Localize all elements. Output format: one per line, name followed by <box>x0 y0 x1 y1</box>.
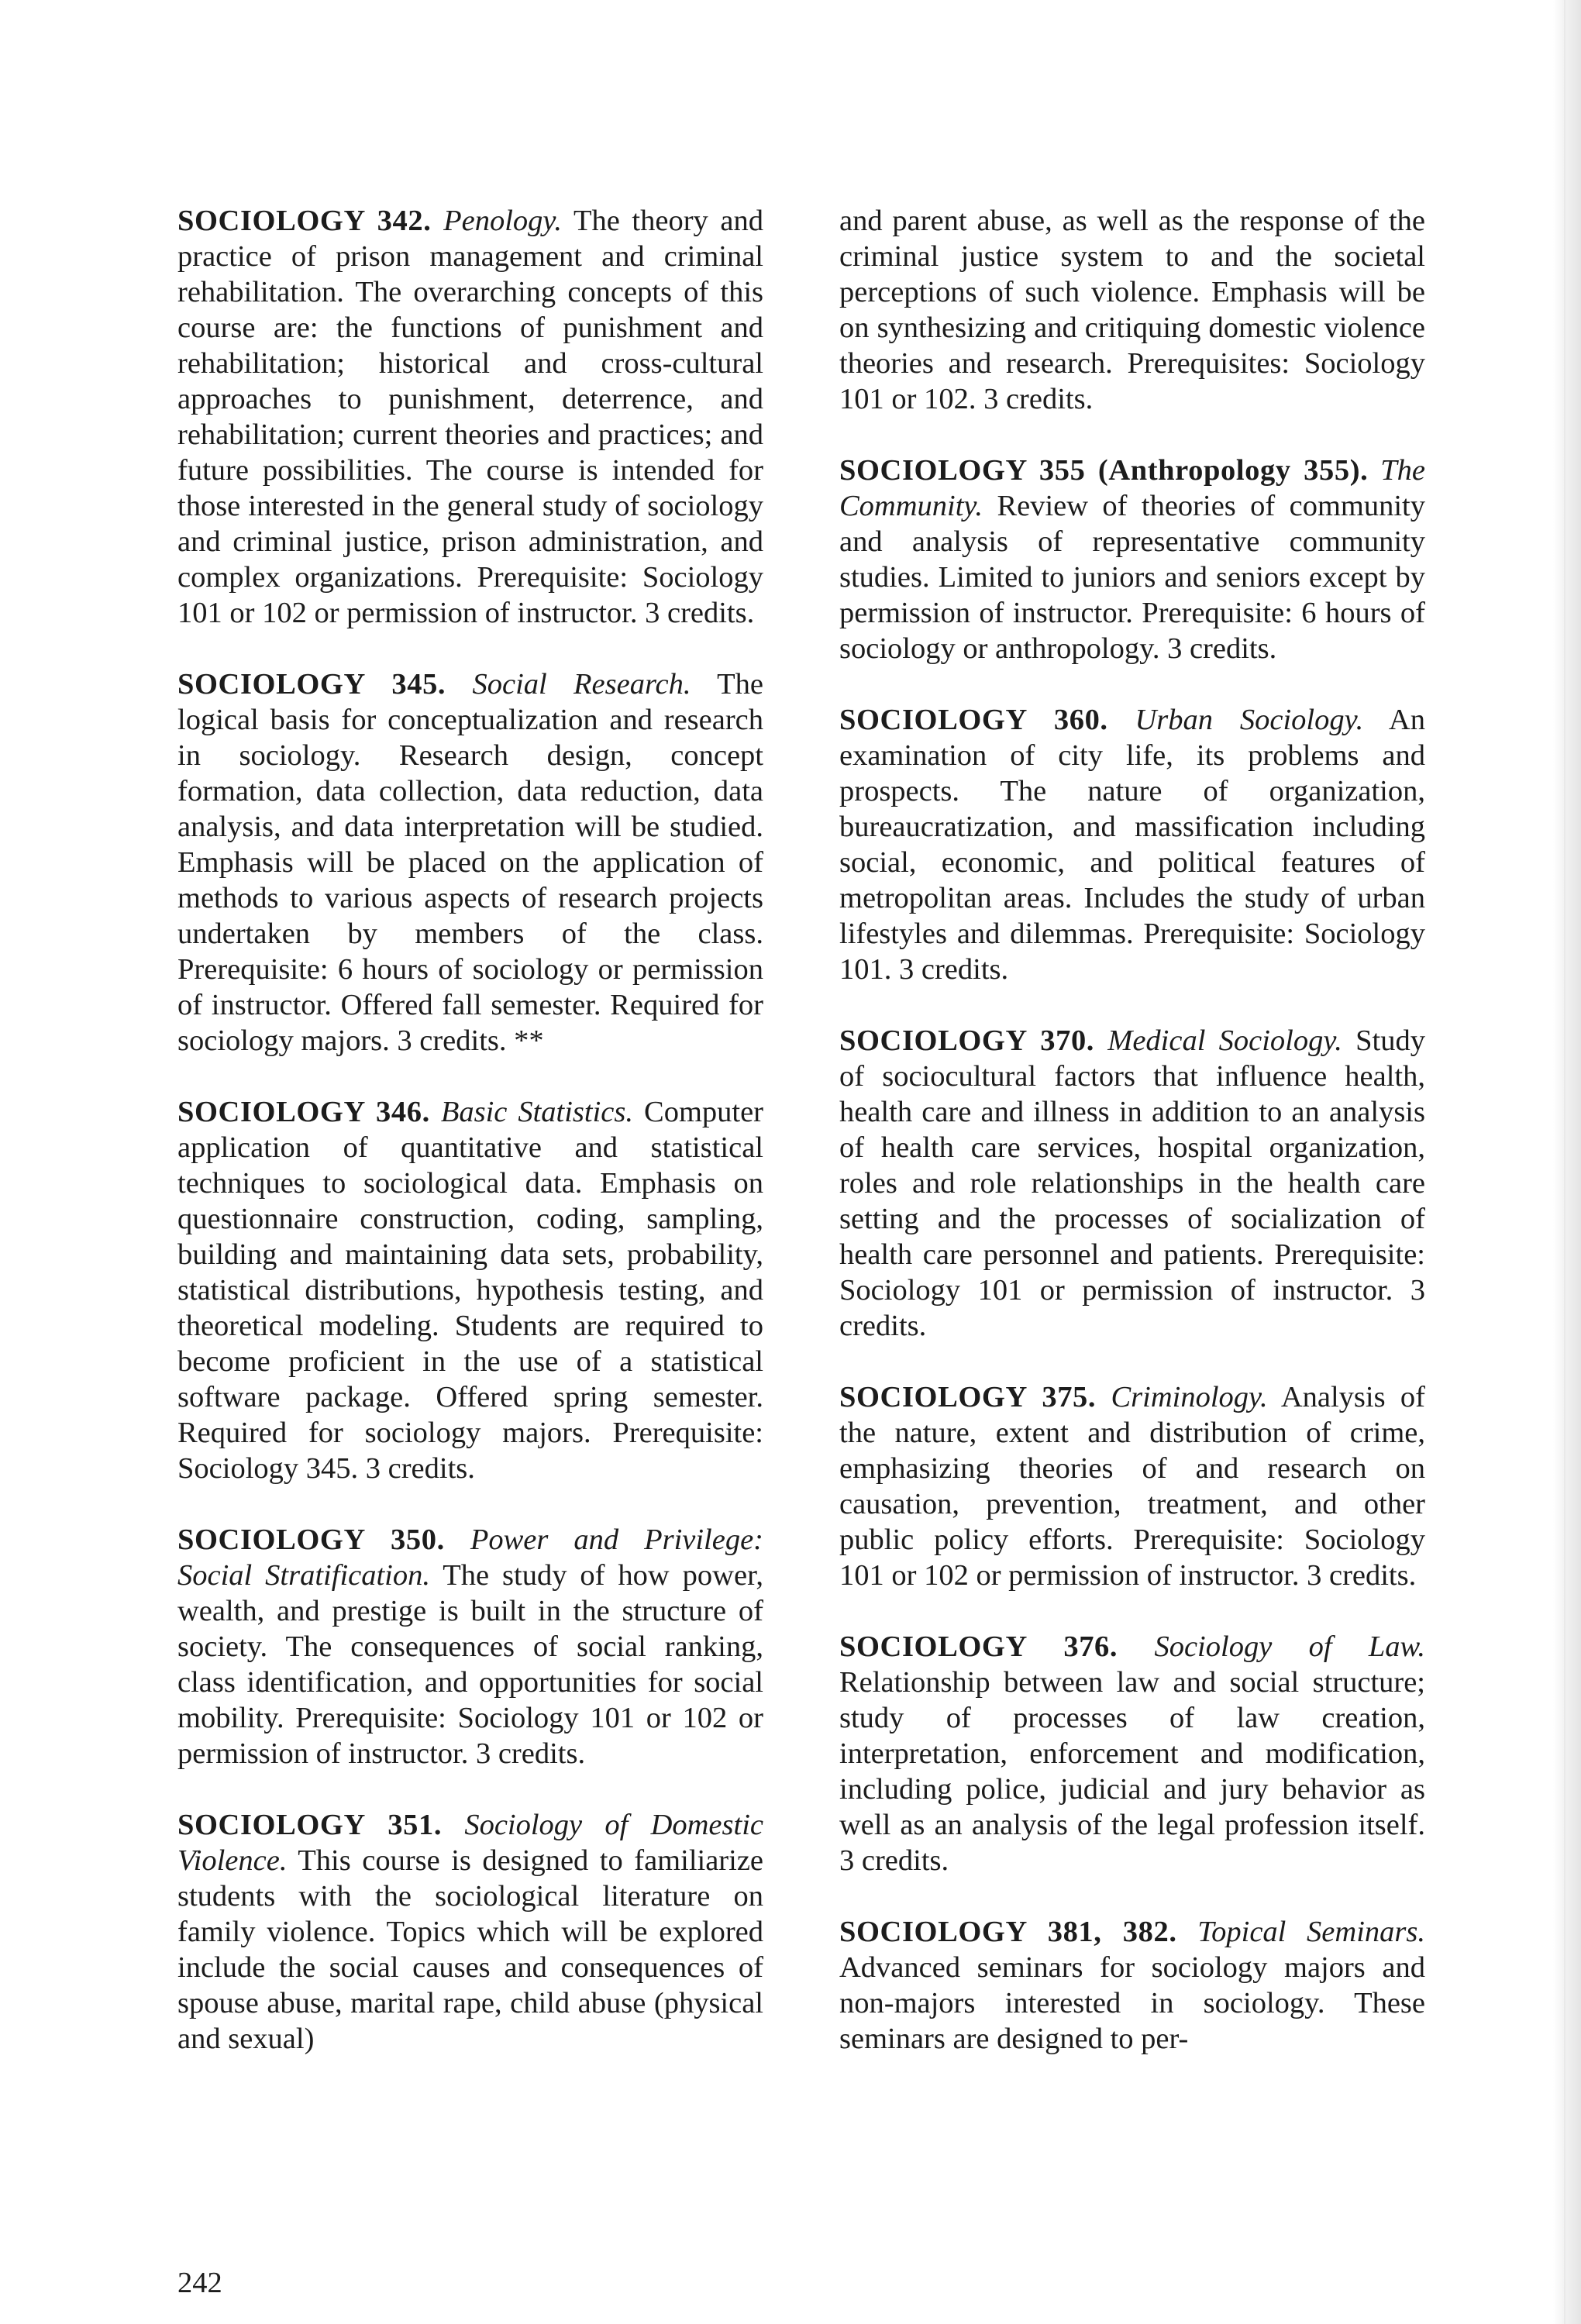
course-description: The theory and practice of prison management and criminal rehabilitation. The overarching concepts of this course are: the functions of punishment and rehabilitation; historical and cross-cultural approaches to punishment, deterrence, and rehabilitation; current theories and practices; and future possibilities. The course is intended for those interested in the general study of sociology and criminal justice, prison administration, and complex organizations. Prerequisite: Sociology 101 or 102 or permission of instructor. 3 credits. <box>177 205 763 629</box>
course-title: Urban Sociology. <box>1135 704 1364 736</box>
course-entry-381-382 <box>839 1914 1425 2057</box>
course-description: This course is designed to familiarize students with the sociological literature on family violence. Topics which will be explored include the social causes and consequences of spouse abuse, marital rape, child abuse (physical and sexual) <box>177 1844 763 2055</box>
course-code: SOCIOLOGY 355 (Anthropology 355). <box>839 454 1369 487</box>
course-entry-376 <box>839 1629 1425 1878</box>
course-code: SOCIOLOGY 375. <box>839 1381 1097 1413</box>
course-entry-370 <box>839 1023 1425 1344</box>
page-number: 242 <box>177 2267 222 2299</box>
course-description: Advanced seminars for sociology majors and non-majors interested in sociology. These seminars are designed to per- <box>839 1951 1425 2055</box>
course-description: An examination of city life, its problems and prospects. The nature of organization, bureaucratization, and massification including social, economic, and political features of metropolitan areas. Includes the study of urban lifestyles and dilemmas. Prerequisite: Sociology 101. 3 credits. <box>839 704 1425 986</box>
page-edge-shadow <box>1553 0 1581 2324</box>
course-title: Medical Sociology. <box>1107 1024 1342 1057</box>
course-description: The logical basis for conceptualization and research in sociology. Research design, concept formation, data collection, data reduction, data analysis, and data interpretation will be studied. Emphasis will be placed on the application of methods to various aspects of research projects undertaken by members of the class. Prerequisite: 6 hours of sociology or permission of instructor. Offered fall semester. Required for sociology majors. 3 credits. ** <box>177 668 763 1057</box>
course-title: Social Research. <box>472 668 691 701</box>
course-description: Study of sociocultural factors that influence health, health care and illness in addition to an analysis of health care services, hospital organization, roles and role relationships in the health care setting and the processes of socialization of health care personnel and patients. Prerequisite: Sociology 101 or permission of instructor. 3 credits. <box>839 1024 1425 1342</box>
course-title: Power and Privilege: Social Stratification. <box>177 1524 763 1592</box>
course-entry-351 <box>177 1807 763 2057</box>
course-description: and parent abuse, as well as the response of the criminal justice system to and the societal perceptions of such violence. Emphasis will be on synthesizing and critiquing domestic violence theories and research. Prerequisites: Sociology 101 or 102. 3 credits. <box>839 205 1425 415</box>
course-entry-342 <box>177 203 763 631</box>
course-description: Review of theories of community and analysis of representative community studies. Limited to juniors and seniors except by permission of instructor. Prerequisite: 6 hours of sociology or anthropology. 3 credits. <box>839 490 1426 665</box>
course-description: Computer application of quantitative and statistical techniques to sociological data. Emphasis on questionnaire construction, coding, sampling, building and maintaining data sets, probability, statistical distributions, hypothesis testing, and theoretical modeling. Students are required to become proficient in the use of a statistical software package. Offered spring semester. Required for sociology majors. Prerequisite: Sociology 345. 3 credits. <box>177 1096 763 1485</box>
course-code: SOCIOLOGY 346. <box>177 1096 430 1128</box>
course-code: SOCIOLOGY 381, 382. <box>839 1916 1177 1948</box>
course-code: SOCIOLOGY 351. <box>177 1809 443 1841</box>
course-title: The Community. <box>839 454 1425 522</box>
course-entry-345 <box>177 666 763 1059</box>
course-title: Criminology. <box>1111 1381 1268 1413</box>
course-description: Relationship between law and social structure; study of processes of law creation, interpretation, enforcement and modification, including police, judicial and jury behavior as well as an analysis of the legal profession itself. 3 credits. <box>839 1666 1425 1877</box>
course-code: SOCIOLOGY 376. <box>839 1630 1118 1663</box>
left-column <box>177 203 763 2092</box>
course-code: SOCIOLOGY 345. <box>177 668 446 701</box>
course-title: Sociology of Domestic Violence. <box>177 1809 763 1877</box>
course-description: Analysis of the nature, extent and distribution of crime, emphasizing theories of and research on causation, prevention, treatment, and other public policy efforts. Prerequisite: Sociology 101 or 102 or permission of instructor. 3 credits. <box>839 1381 1425 1592</box>
course-entry-346 <box>177 1094 763 1486</box>
course-title: Topical Seminars. <box>1197 1916 1425 1948</box>
course-entry-351-continued <box>839 203 1425 417</box>
course-description: The study of how power, wealth, and prestige is built in the structure of society. The consequences of social ranking, class identification, and opportunities for social mobility. Prerequisite: Sociology 101 or 102 or permission of instructor. 3 credits. <box>177 1559 763 1770</box>
course-code: SOCIOLOGY 342. <box>177 205 432 237</box>
course-title: Sociology of Law. <box>1154 1630 1425 1663</box>
right-column <box>839 203 1425 2092</box>
course-entry-355 <box>839 453 1425 666</box>
course-entry-375 <box>839 1379 1425 1593</box>
course-entry-350 <box>177 1522 763 1771</box>
course-title: Basic Statistics. <box>440 1096 634 1128</box>
course-code: SOCIOLOGY 370. <box>839 1024 1095 1057</box>
course-entry-360 <box>839 702 1425 987</box>
course-title: Penology. <box>443 205 562 237</box>
course-code: SOCIOLOGY 350. <box>177 1524 445 1556</box>
course-code: SOCIOLOGY 360. <box>839 704 1108 736</box>
